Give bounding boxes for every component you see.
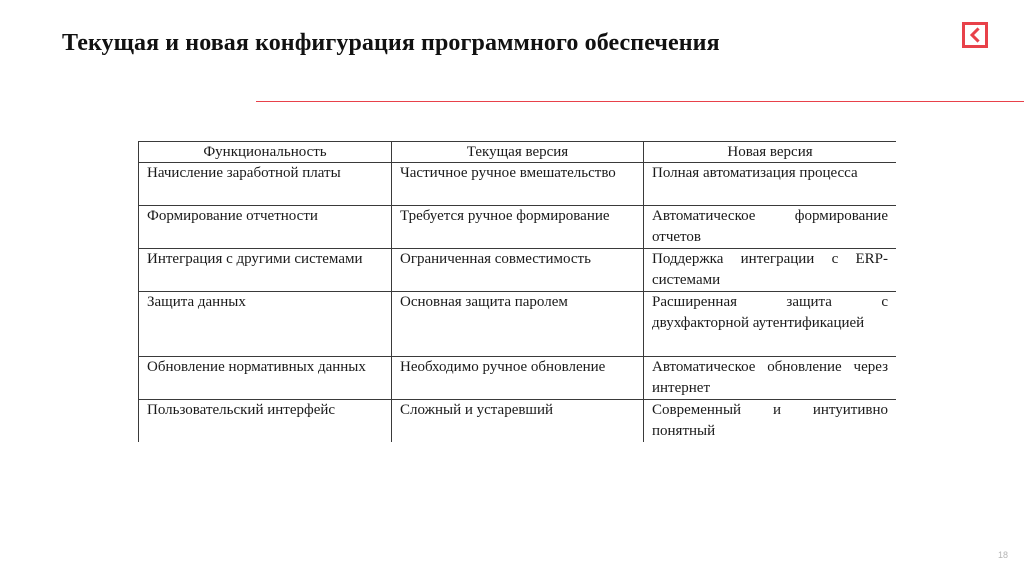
table-cell: Основная защита паролем (392, 292, 644, 357)
page-number: 18 (998, 550, 1009, 560)
table-cell: Современный и интуитивно понятный (644, 400, 897, 443)
table-cell: Расширенная защита с двухфакторной аутентификацией (644, 292, 897, 357)
table-cell: Сложный и устаревший (392, 400, 644, 443)
table-cell: Поддержка интеграции с ERP-системами (644, 249, 897, 292)
configuration-comparison-table (138, 141, 896, 442)
table-cell: Автоматическое формирование отчетов (644, 206, 897, 249)
table-cell: Требуется ручное формирование (392, 206, 644, 249)
table-cell: Пользовательский интерфейс (139, 400, 392, 443)
back-arrow-icon[interactable] (962, 22, 988, 48)
title-divider (256, 101, 1024, 102)
table-cell: Интеграция с другими системами (139, 249, 392, 292)
column-header-new-version: Новая версия (644, 142, 897, 163)
table-cell: Автоматическое обновление через интернет (644, 357, 897, 400)
table-header-row (139, 142, 897, 163)
table-cell: Защита данных (139, 292, 392, 357)
column-header-current-version: Текущая версия (392, 142, 644, 163)
table-container (138, 141, 896, 442)
table-row (139, 249, 897, 292)
table-row (139, 163, 897, 206)
column-header-functionality: Функциональность (139, 142, 392, 163)
table-cell: Начисление заработной платы (139, 163, 392, 206)
table-cell: Полная автоматизация процесса (644, 163, 897, 206)
slide-title: Текущая и новая конфигурация программного обеспечения (62, 30, 720, 56)
table-cell: Обновление нормативных данных (139, 357, 392, 400)
table-cell: Частичное ручное вмешательство (392, 163, 644, 206)
table-cell: Ограниченная совместимость (392, 249, 644, 292)
table-cell: Формирование отчетности (139, 206, 392, 249)
table-cell: Необходимо ручное обновление (392, 357, 644, 400)
table-row (139, 357, 897, 400)
table-row (139, 400, 897, 443)
table-row (139, 292, 897, 357)
table-row (139, 206, 897, 249)
